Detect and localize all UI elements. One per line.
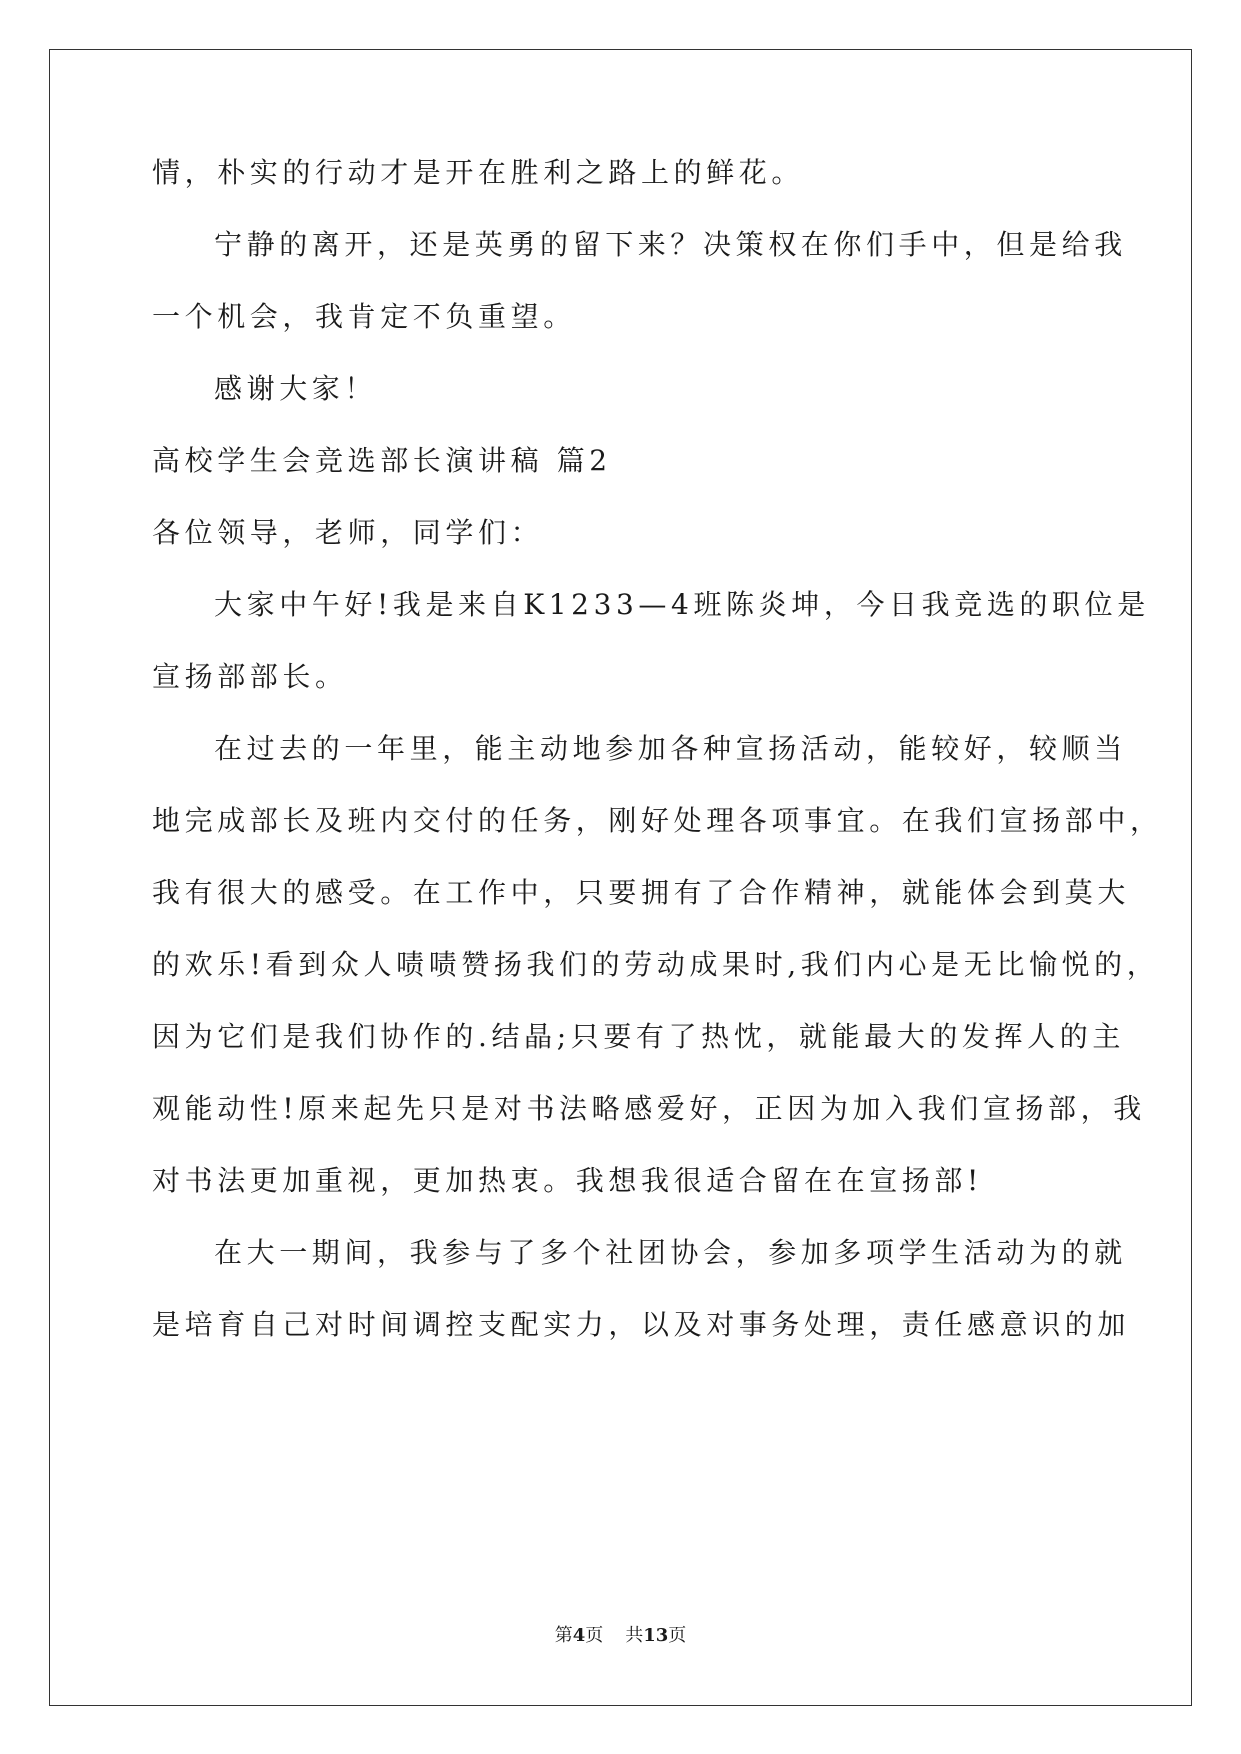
- text-line: 宣扬部部长。: [152, 660, 348, 693]
- salutation: 各位领导，老师，同学们：: [152, 516, 544, 549]
- section-heading: 高校学生会竞选部长演讲稿 篇2: [152, 444, 612, 477]
- text-line: 在过去的一年里，能主动地参加各种宣扬活动，能较好，较顺当: [214, 732, 1127, 765]
- text-line: 一个机会，我肯定不负重望。: [152, 300, 576, 333]
- text-line: 在大一期间，我参与了多个社团协会，参加多项学生活动为的就: [214, 1236, 1127, 1269]
- page-prefix: 第: [554, 1625, 573, 1646]
- text-line: 因为它们是我们协作的.结晶;只要有了热忱，就能最大的发挥人的主: [152, 1020, 1125, 1053]
- text-line: 观能动性!原来起先只是对书法略感爱好，正因为加入我们宣扬部，我: [152, 1092, 1146, 1125]
- text-line: 地完成部长及班内交付的任务，刚好处理各项事宜。在我们宣扬部中，: [152, 804, 1163, 837]
- text-line: 是培育自己对时间调控支配实力，以及对事务处理，责任感意识的加: [152, 1308, 1131, 1341]
- text-line: 宁静的离开，还是英勇的留下来？决策权在你们手中，但是给我: [214, 228, 1127, 261]
- total-prefix: 共: [625, 1625, 644, 1646]
- text-line: 的欢乐!看到众人啧啧赞扬我们的劳动成果时,我们内心是无比愉悦的，: [152, 948, 1160, 981]
- total-pages: 13: [643, 1625, 669, 1646]
- page-footer: [0, 1624, 1241, 1648]
- text-line: 我有很大的感受。在工作中，只要拥有了合作精神，就能体会到莫大: [152, 876, 1131, 909]
- page-number: 4: [572, 1625, 586, 1646]
- text-line: 对书法更加重视，更加热衷。我想我很适合留在在宣扬部!: [152, 1164, 983, 1197]
- total-suffix: 页: [668, 1625, 687, 1646]
- text-line: 感谢大家！: [214, 372, 378, 405]
- page-suffix: 页: [585, 1625, 604, 1646]
- text-line: 大家中午好!我是来自K1233—4班陈炎坤，今日我竞选的职位是: [214, 588, 1150, 621]
- text-line: 情，朴实的行动才是开在胜利之路上的鲜花。: [152, 156, 805, 189]
